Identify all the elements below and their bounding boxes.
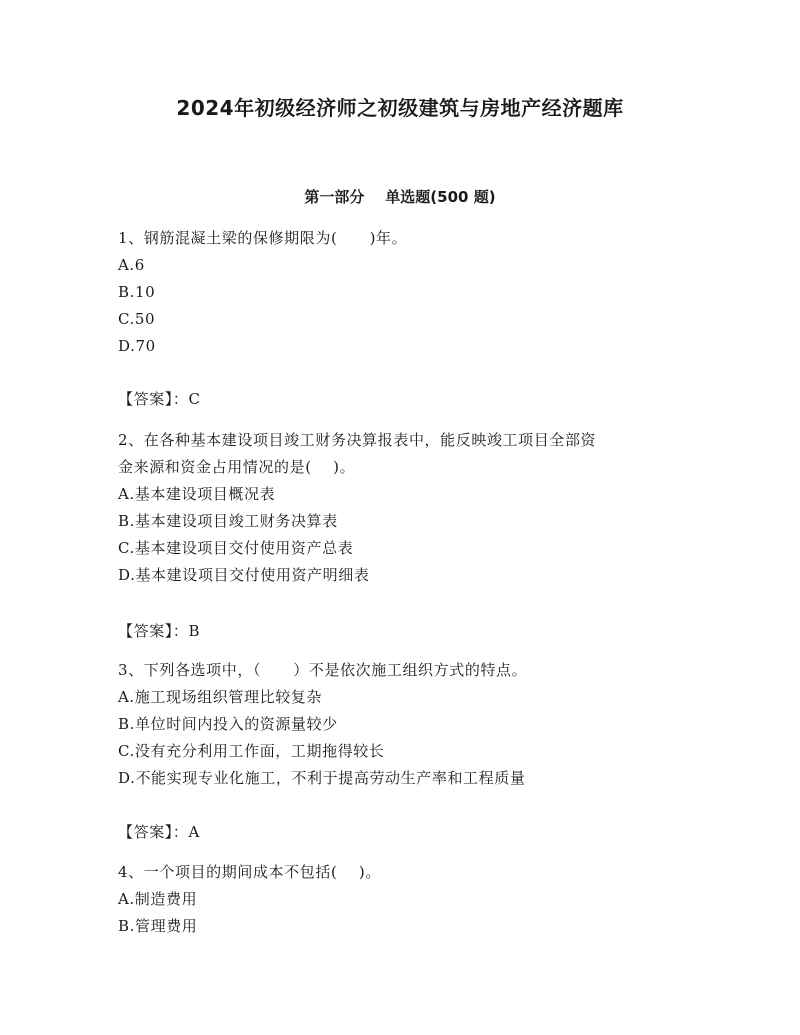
question-2-option-d: D.基本建设项目交付使用资产明细表 [118, 566, 370, 584]
question-3-option-b: B.单位时间内投入的资源量较少 [118, 715, 338, 733]
question-3-answer: 【答案】：A [118, 823, 200, 841]
question-1-option-c: C.50 [118, 310, 156, 328]
question-1-answer: 【答案】：C [118, 390, 201, 408]
question-3-option-c: C.没有充分利用工作面，工期拖得较长 [118, 742, 385, 760]
question-1-option-a: A.6 [118, 256, 145, 274]
question-1-stem: 1、钢筋混凝土梁的保修期限为( )年。 [118, 229, 408, 247]
question-4-option-a: A.制造费用 [118, 890, 198, 908]
question-3-option-d: D.不能实现专业化施工，不利于提高劳动生产率和工程质量 [118, 769, 526, 787]
question-2-option-c: C.基本建设项目交付使用资产总表 [118, 539, 354, 557]
question-2-stem-line-2: 金来源和资金占用情况的是( )。 [118, 458, 356, 476]
question-3-option-a: A.施工现场组织管理比较复杂 [118, 688, 323, 706]
section-title: 第一部分 单选题(500 题) [304, 188, 496, 206]
question-2-option-b: B.基本建设项目竣工财务决算表 [118, 512, 338, 530]
question-2-answer: 【答案】：B [118, 622, 201, 640]
document-title: 2024年初级经济师之初级建筑与房地产经济题库 [176, 96, 624, 120]
question-1-option-b: B.10 [118, 283, 156, 301]
question-4-stem: 4、一个项目的期间成本不包括( )。 [118, 863, 381, 881]
question-4-option-b: B.管理费用 [118, 917, 198, 935]
question-2-stem-line-1: 2、在各种基本建设项目竣工财务决算报表中，能反映竣工项目全部资 [118, 431, 597, 449]
question-2-option-a: A.基本建设项目概况表 [118, 485, 276, 503]
question-3-stem: 3、下列各选项中，（ ）不是依次施工组织方式的特点。 [118, 661, 528, 679]
question-1-option-d: D.70 [118, 337, 156, 355]
